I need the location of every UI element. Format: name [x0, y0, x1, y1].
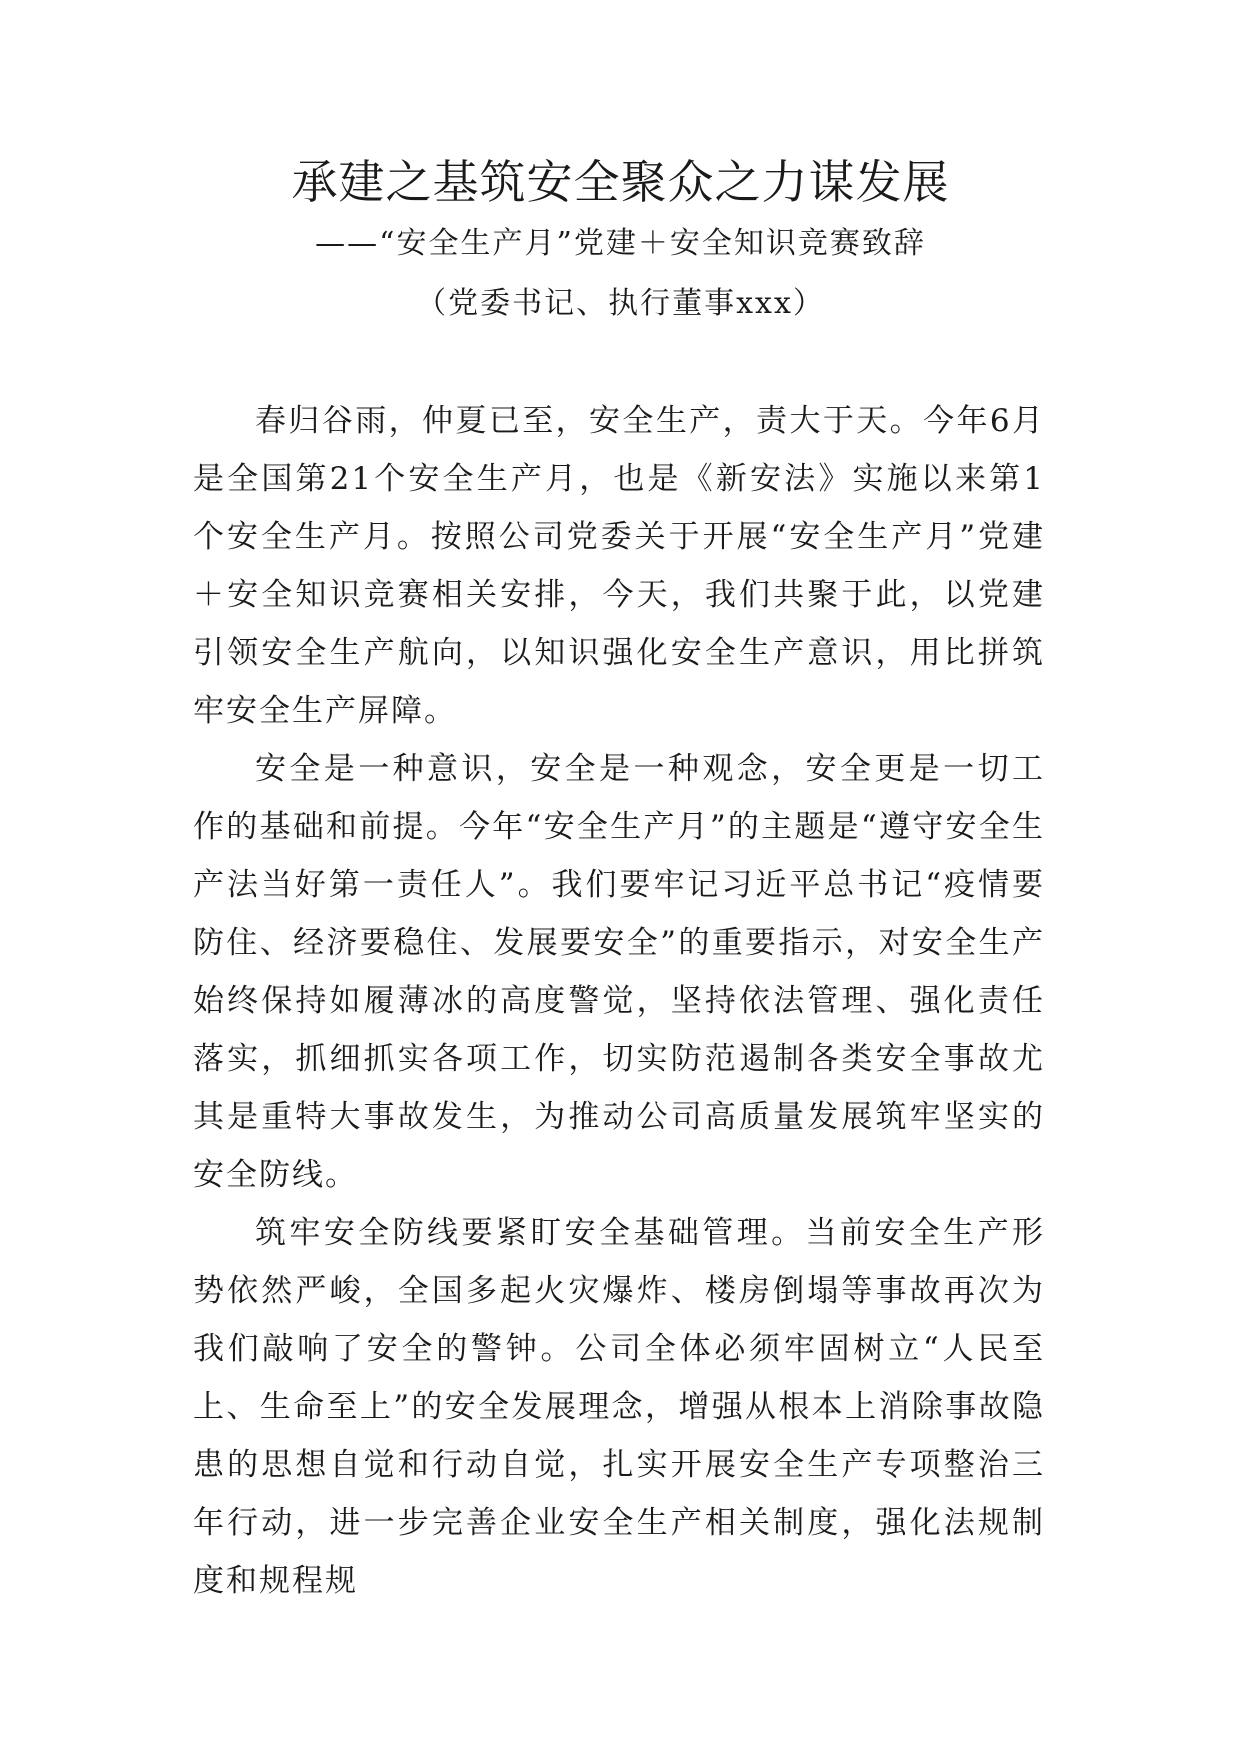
document-byline: （党委书记、执行董事xxx）	[416, 286, 825, 321]
paragraph-3	[193, 1204, 1045, 1610]
paragraph-2	[193, 740, 1045, 1204]
document-subtitle: ——“安全生产月”党建＋安全知识竞赛致辞	[315, 226, 926, 261]
paragraph-1-text: 春归谷雨，仲夏已至，安全生产，责大于天。今年6月是全国第21个安全生产月，也是《新安法》实施以来第1个安全生产月。按照公司党委关于开展“安全生产月”党建＋安全知识竞赛相关安排，今天，我们共聚于此，以党建引领安全生产航向，以知识强化安全生产意识，用比拼筑牢安全生产屏障。	[193, 403, 1045, 729]
paragraph-1	[193, 392, 1045, 740]
paragraph-2-text: 安全是一种意识，安全是一种观念，安全更是一切工作的基础和前提。今年“安全生产月”的主题是“遵守安全生产法当好第一责任人”。我们要牢记习近平总书记“疫情要防住、经济要稳住、发展要安全”的重要指示，对安全生产始终保持如履薄冰的高度警觉，坚持依法管理、强化责任落实，抓细抓实各项工作，切实防范遏制各类安全事故尤其是重特大事故发生，为推动公司高质量发展筑牢坚实的安全防线。	[193, 751, 1045, 1193]
paragraph-3-lead: 筑牢安全防线要紧盯安全基础管理。	[255, 1215, 806, 1251]
document-body	[193, 392, 1045, 1610]
document-title: 承建之基筑安全聚众之力谋发展	[291, 155, 950, 209]
paragraph-3-text: 当前安全生产形势依然严峻，全国多起火灾爆炸、楼房倒塌等事故再次为我们敲响了安全的警钟。公司全体必须牢固树立“人民至上、生命至上”的安全发展理念，增强从根本上消除事故隐患的思想自觉和行动自觉，扎实开展安全生产专项整治三年行动，进一步完善企业安全生产相关制度，强化法规制度和规程规	[193, 1215, 1046, 1599]
